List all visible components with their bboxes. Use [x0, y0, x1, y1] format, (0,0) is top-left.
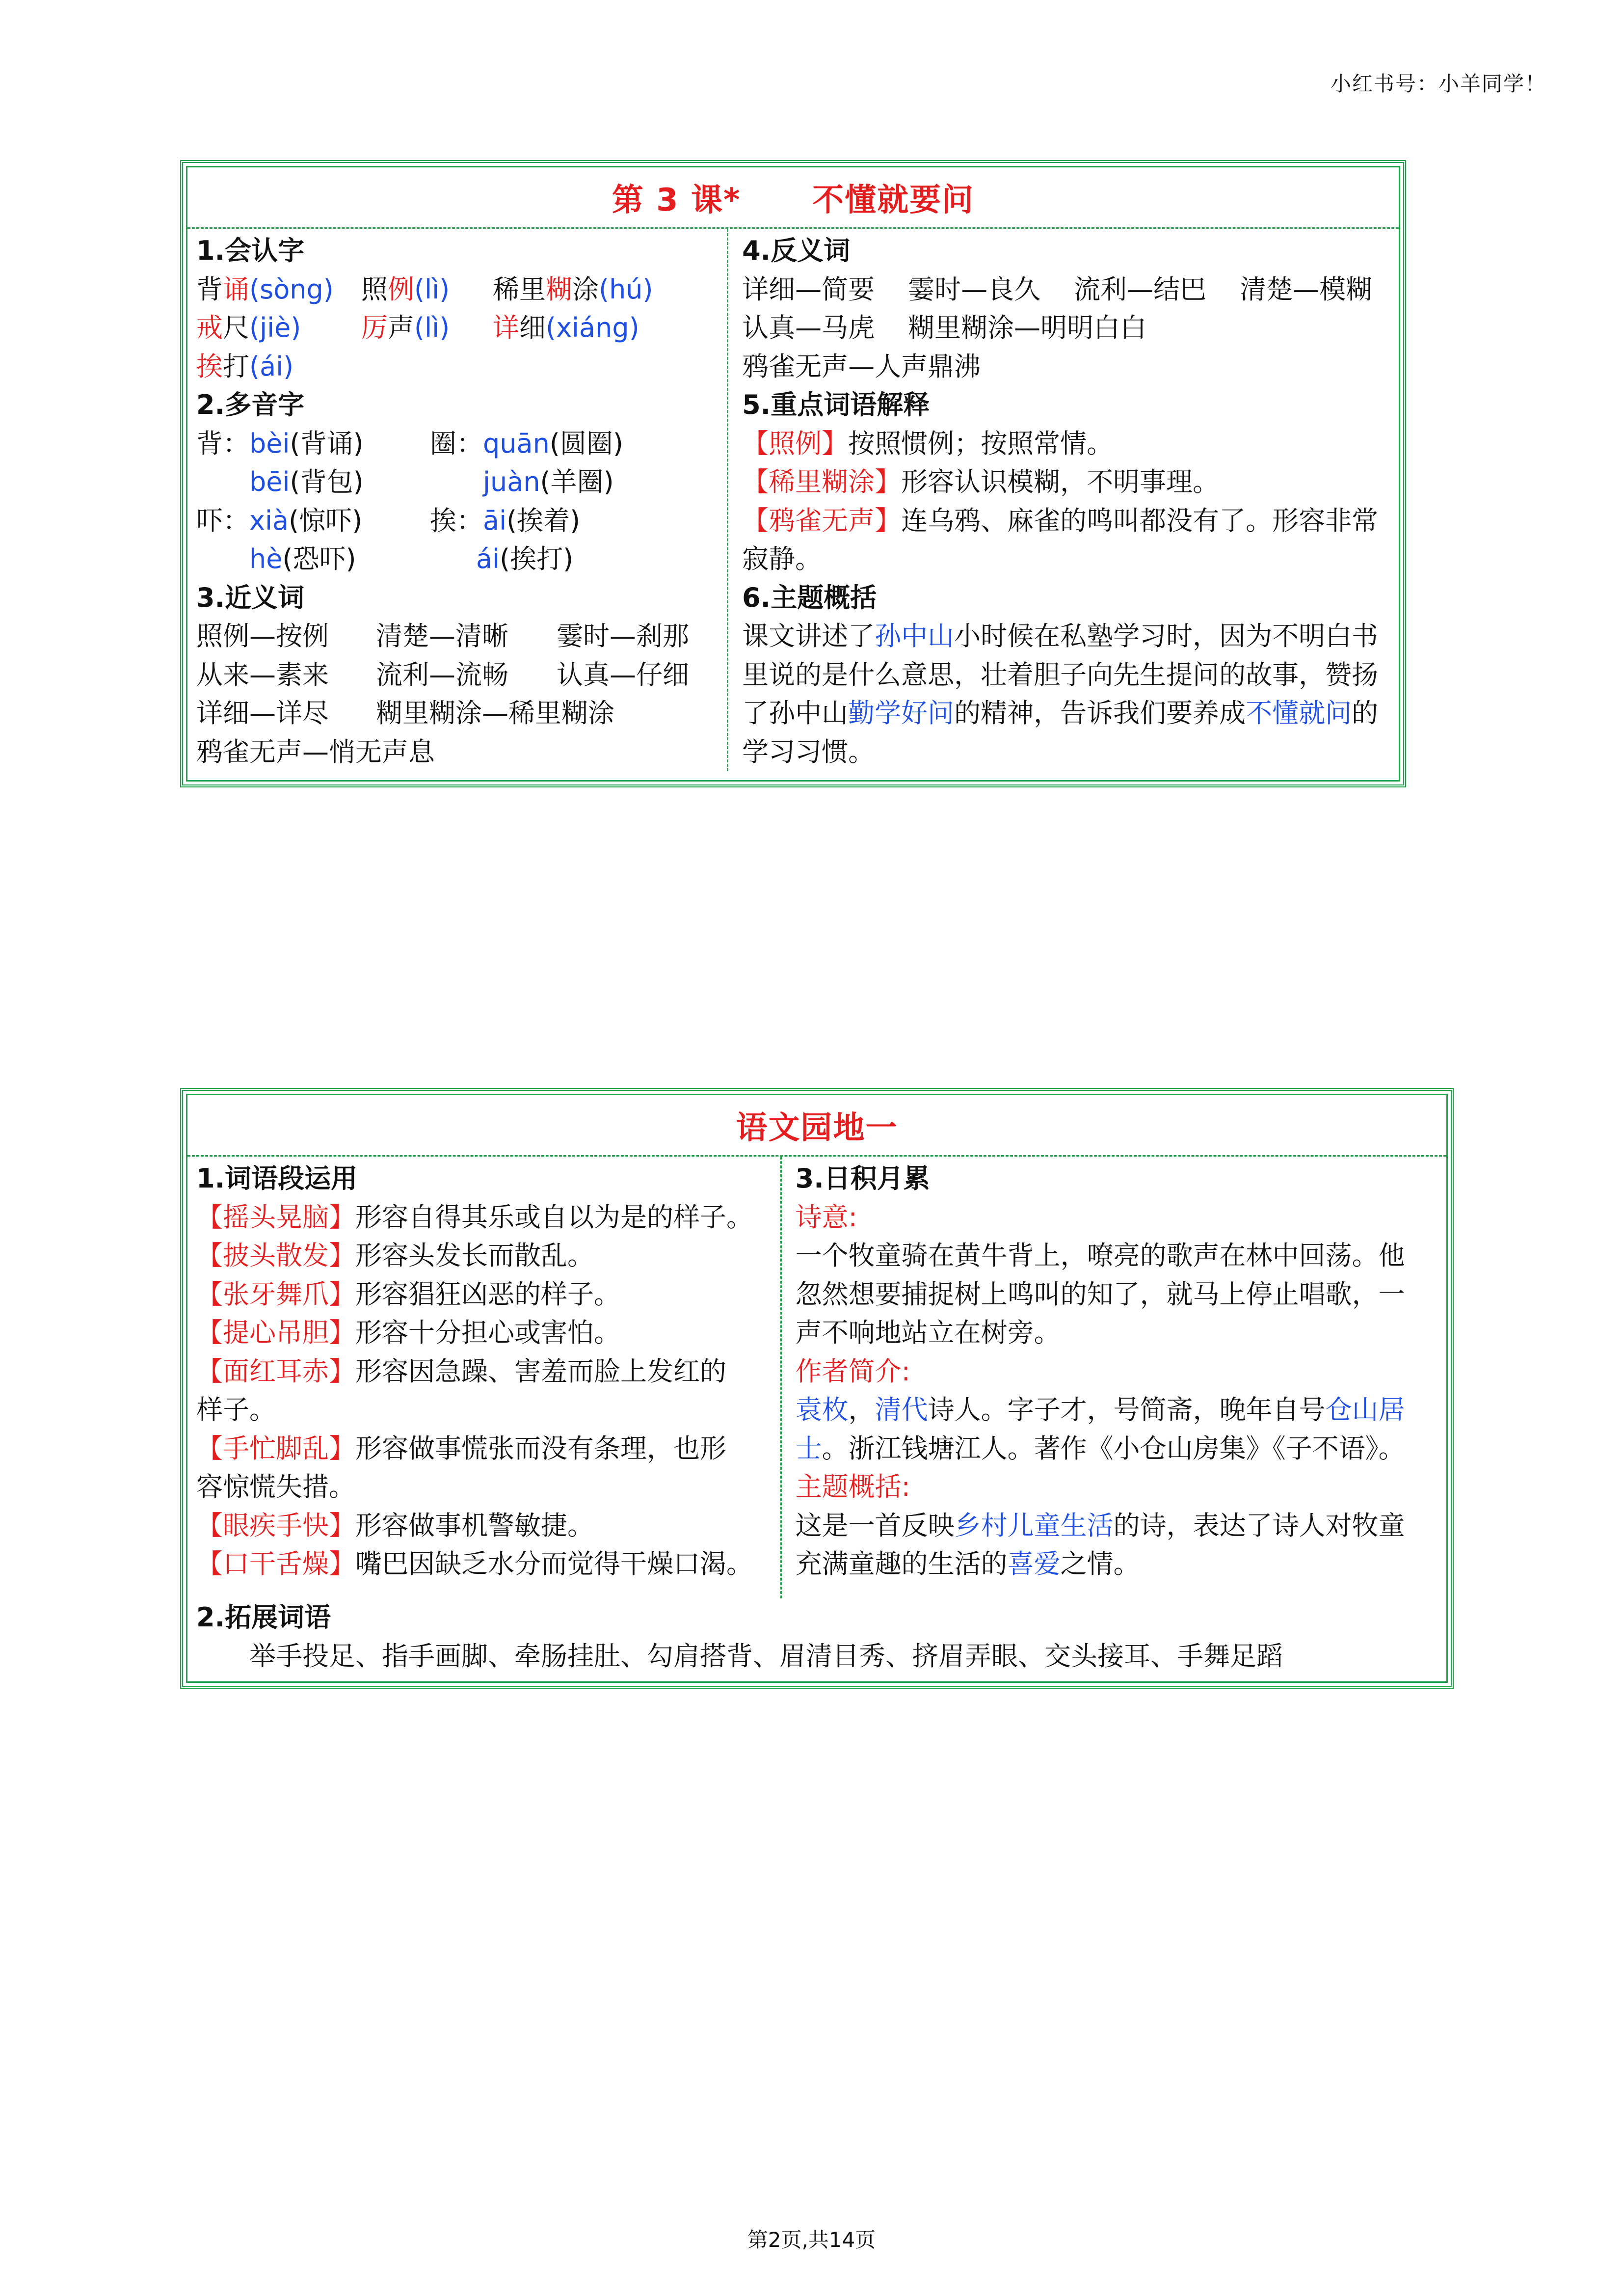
theme-line: 充满童趣的生活的喜爱之情。 — [795, 1548, 1140, 1579]
idiom-item: 【张牙舞爪】形容猖狂凶恶的样子。 — [196, 1278, 620, 1310]
theme-line: 里说的是什么意思，壮着胆子向先生提问的故事，赞扬 — [742, 659, 1379, 690]
section-heading-extend: 2.拓展词语 — [196, 1602, 331, 1633]
idiom-item: 【口干舌燥】嘴巴因缺乏水分而觉得干燥口渴。 — [196, 1548, 753, 1579]
lesson3-card — [180, 160, 1406, 787]
polyphone-row-1: 背：bèi(背诵) 圈：quān(圆圈) — [196, 428, 623, 459]
word-explain-item: 【照例】按照惯例；按照常情。 — [742, 428, 1114, 459]
page-header-brand: 小红书号：小羊同学！ — [1330, 72, 1546, 96]
page-footer-number: 第2页,共14页 — [747, 2228, 876, 2252]
theme-label: 主题概括: — [795, 1471, 910, 1502]
theme-line: 这是一首反映乡村儿童生活的诗，表达了诗人对牧童 — [795, 1510, 1405, 1541]
poem-line: 忽然想要捕捉树上鸣叫的知了，就马上停止唱歌，一 — [795, 1278, 1405, 1310]
idiom-item: 【面红耳赤】形容因急躁、害羞而脸上发红的 — [196, 1355, 726, 1387]
char-row-1: 背诵(sòng) 照例(lì) 稀里糊涂(hú) — [196, 273, 653, 305]
polyphone-row-4: hè(恐吓) ái(挨打) — [249, 543, 574, 574]
idiom-item: 【摇头晃脑】形容自得其乐或自以为是的样子。 — [196, 1201, 753, 1233]
idiom-item: 【披头散发】形容头发长而散乱。 — [196, 1240, 594, 1271]
author-label: 作者简介: — [795, 1355, 910, 1387]
author-line: 袁枚，清代诗人。字子才，号简斋，晚年自号仓山居 — [795, 1394, 1405, 1425]
section-heading-recognize: 1.会认字 — [196, 235, 305, 266]
section-heading-antonyms: 4.反义词 — [742, 235, 851, 266]
garden-extend-section — [187, 1598, 1446, 1675]
poem-line: 声不响地站立在树旁。 — [795, 1317, 1061, 1348]
theme-line: 学习习惯。 — [742, 736, 875, 767]
idiom-item-cont: 样子。 — [196, 1394, 276, 1425]
garden-right-column — [780, 1157, 1446, 1598]
char-row-3: 挨打(ái) — [196, 351, 294, 382]
theme-line: 了孙中山勤学好问的精神，告诉我们要养成不懂就问的 — [742, 698, 1379, 729]
lesson3-left-column — [187, 229, 727, 771]
poem-line: 一个牧童骑在黄牛背上，嘹亮的歌声在林中回荡。他 — [795, 1240, 1405, 1271]
synonym-row-3: 详细—详尽 糊里糊涂—稀里糊涂 — [196, 698, 614, 729]
section-heading-accumulate: 3.日积月累 — [795, 1163, 930, 1194]
author-line: 士。浙江钱塘江人。著作《小仓山房集》《子不语》。 — [795, 1432, 1405, 1464]
section-heading-word-explain: 5.重点词语解释 — [742, 389, 930, 420]
polyphone-row-2: bēi(背包) juàn(羊圈) — [249, 466, 614, 497]
garden-card — [180, 1088, 1454, 1689]
section-heading-synonyms: 3.近义词 — [196, 582, 305, 613]
lesson3-title: 第 3 课* 不懂就要问 — [187, 167, 1399, 229]
section-heading-polyphone: 2.多音字 — [196, 389, 305, 420]
section-heading-word-use: 1.词语段运用 — [196, 1163, 358, 1194]
word-explain-item-cont: 寂静。 — [742, 543, 822, 574]
antonym-row-1: 详细—简要 霎时—良久 流利—结巴 清楚—模糊 — [742, 273, 1373, 305]
section-heading-theme: 6.主题概括 — [742, 582, 877, 613]
idiom-item: 【手忙脚乱】形容做事慌张而没有条理，也形 — [196, 1432, 726, 1464]
theme-line: 课文讲述了孙中山小时候在私塾学习时，因为不明白书 — [742, 621, 1379, 651]
char-row-2: 戒尺(jiè) 厉声(lì) 详细(xiáng) — [196, 312, 639, 343]
idiom-item-cont: 容惊慌失措。 — [196, 1471, 355, 1502]
synonym-row-1: 照例—按例 清楚—清晰 霎时—刹那 — [196, 621, 689, 651]
garden-title: 语文园地一 — [187, 1095, 1446, 1157]
antonym-row-2: 认真—马虎 糊里糊涂—明明白白 — [742, 312, 1147, 343]
word-explain-item: 【鸦雀无声】连乌鸦、麻雀的鸣叫都没有了。形容非常 — [742, 505, 1379, 536]
garden-left-column — [187, 1157, 780, 1598]
synonym-row-2: 从来—素来 流利—流畅 认真—仔细 — [196, 659, 689, 690]
word-explain-item: 【稀里糊涂】形容认识模糊，不明事理。 — [742, 466, 1220, 497]
idiom-item: 【提心吊胆】形容十分担心或害怕。 — [196, 1317, 620, 1348]
poem-meaning-label: 诗意: — [795, 1201, 857, 1233]
idiom-item: 【眼疾手快】形容做事机警敏捷。 — [196, 1510, 594, 1541]
extend-words: 举手投足、指手画脚、牵肠挂肚、勾肩搭背、眉清目秀、挤眉弄眼、交头接耳、手舞足蹈 — [249, 1640, 1283, 1672]
polyphone-row-3: 吓：xià(惊吓) 挨：āi(挨着) — [196, 505, 581, 536]
synonym-row-4: 鸦雀无声—悄无声息 — [196, 736, 435, 767]
antonym-row-3: 鸦雀无声—人声鼎沸 — [742, 351, 981, 382]
lesson3-right-column — [727, 229, 1399, 771]
